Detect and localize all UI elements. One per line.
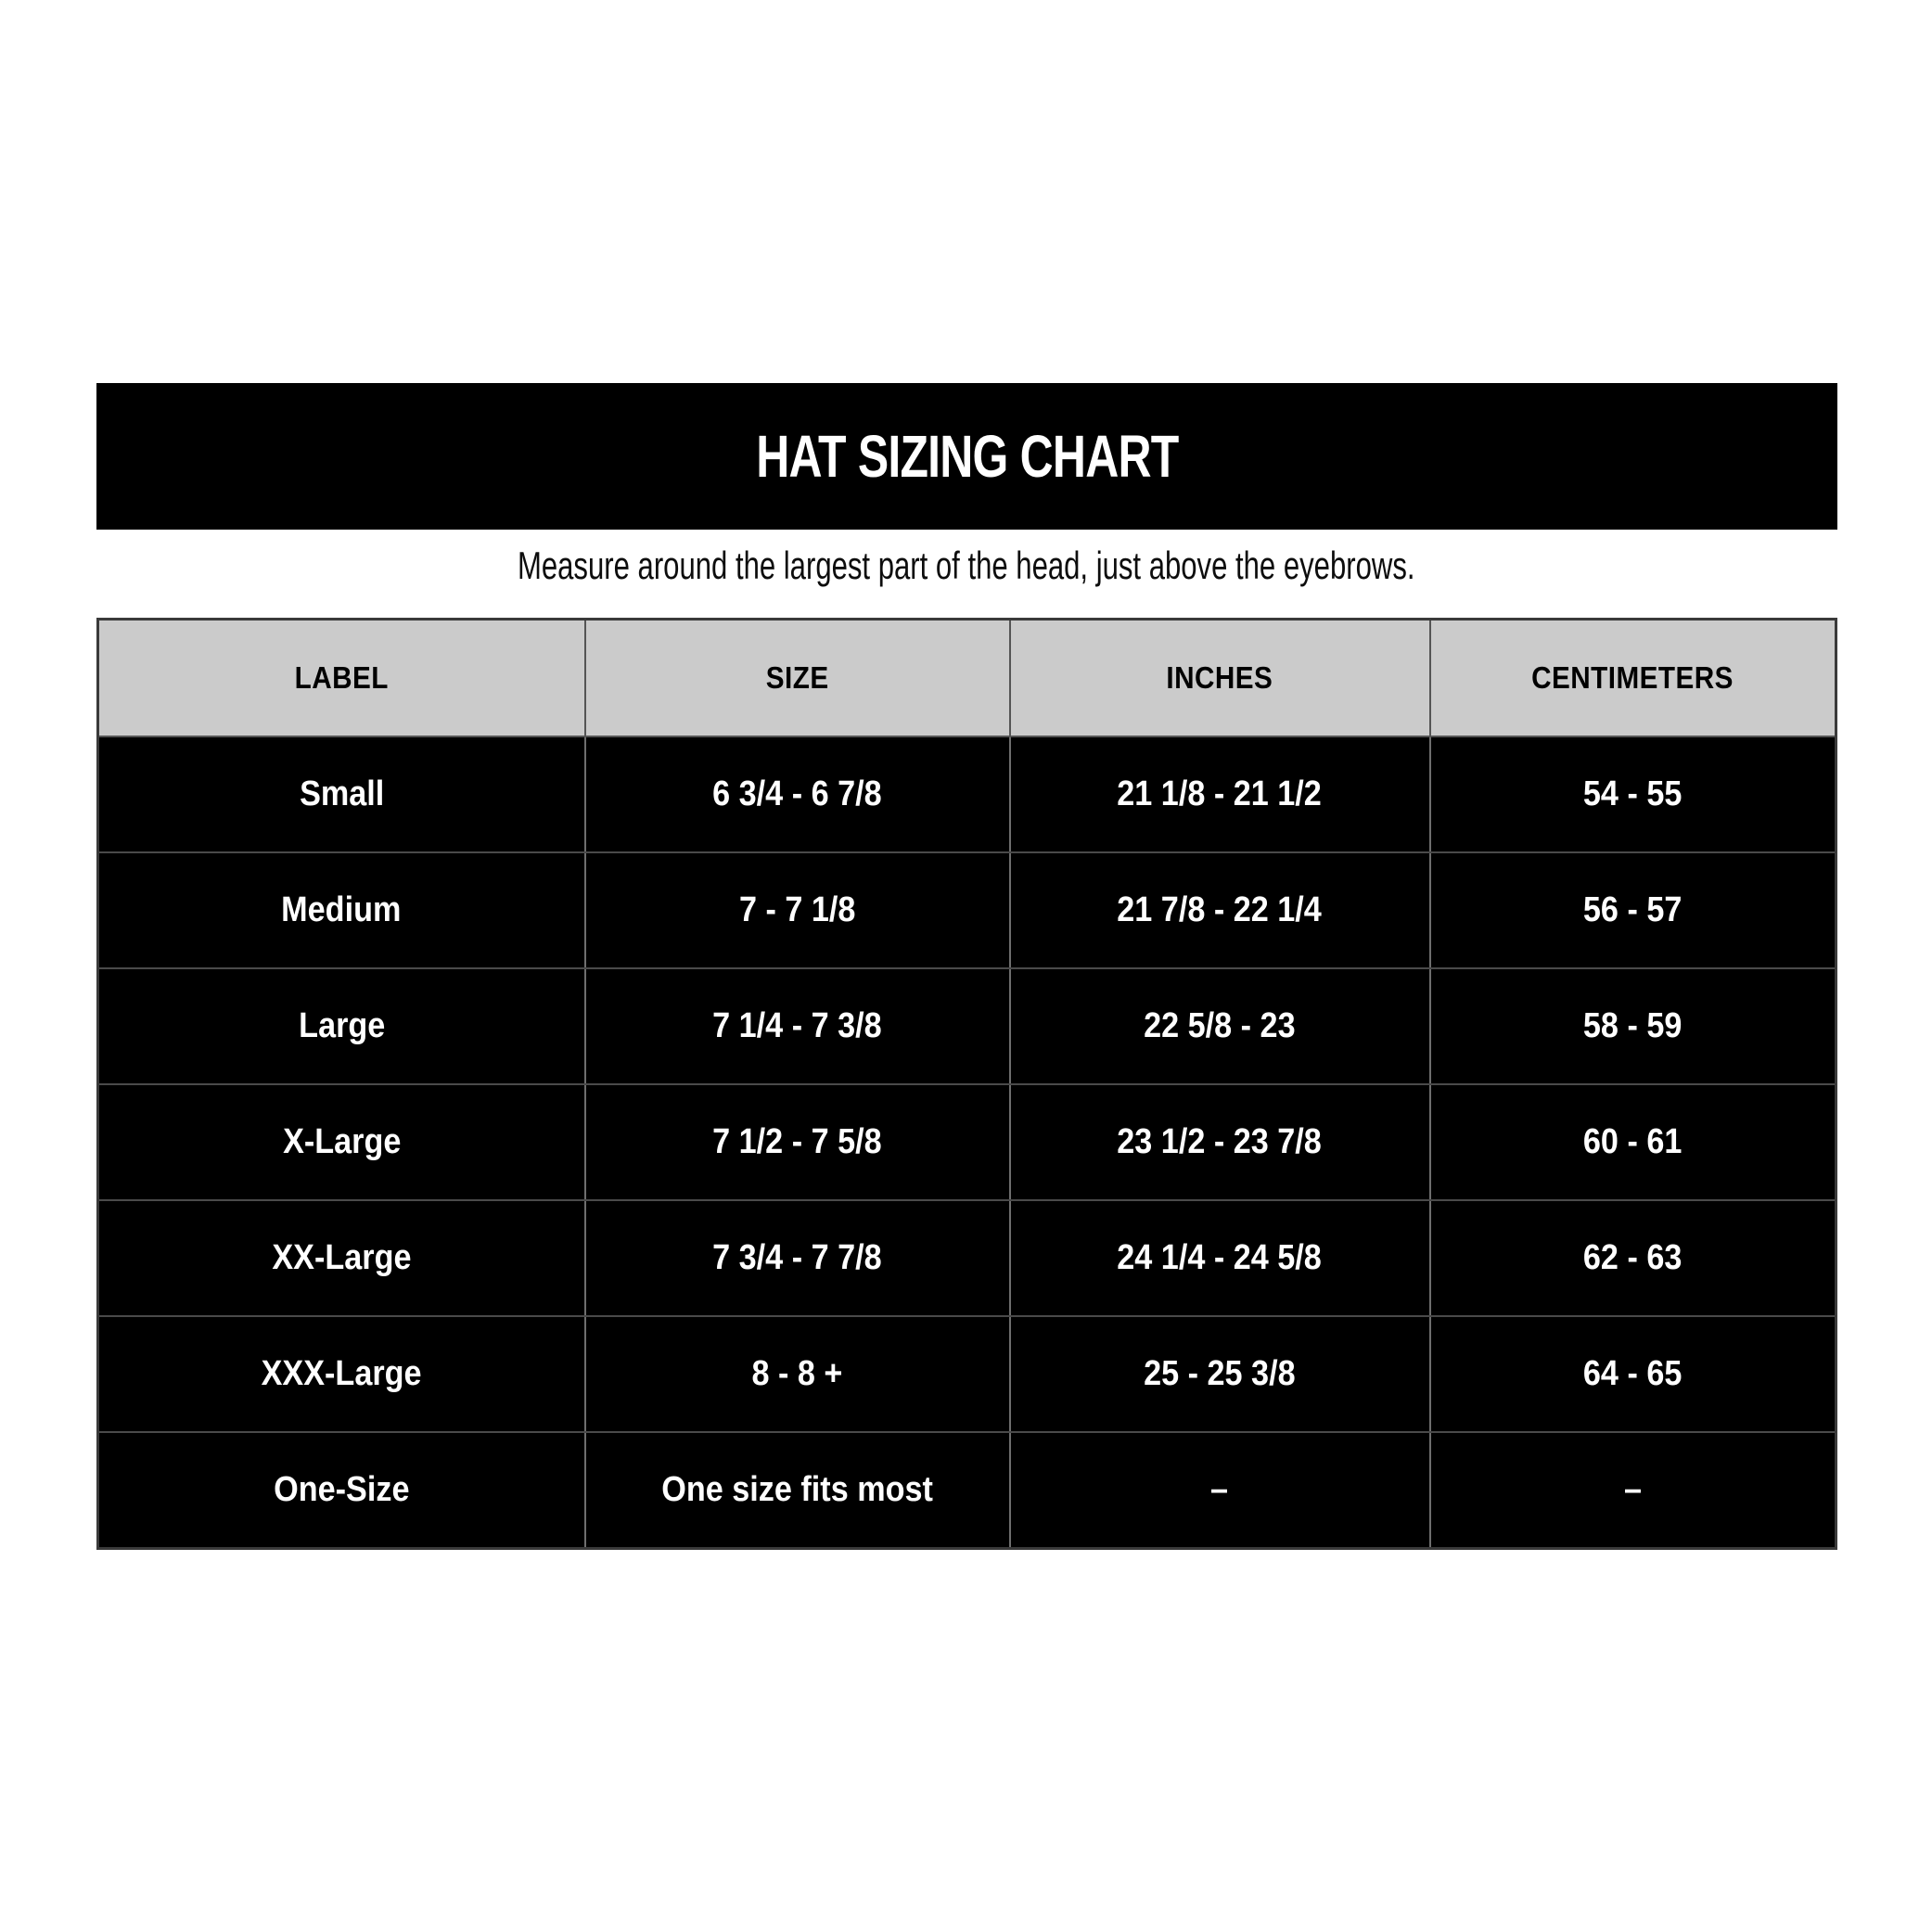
cell-text: 62 - 63	[1583, 1238, 1683, 1277]
table-row-x-large	[98, 1084, 1836, 1200]
cell-size	[585, 1316, 1010, 1432]
cell-centimeters	[1430, 1432, 1836, 1548]
cell-text: 64 - 65	[1583, 1354, 1683, 1393]
cell-text: Medium	[281, 890, 402, 929]
column-header-text: LABEL	[294, 660, 389, 695]
cell-centimeters	[1430, 1316, 1836, 1432]
cell-text: 7 1/4 - 7 3/8	[712, 1006, 882, 1045]
column-header-centimeters	[1430, 620, 1836, 737]
table-row-large	[98, 968, 1836, 1084]
column-header-label	[98, 620, 585, 737]
cell-text: 23 1/2 - 23 7/8	[1117, 1122, 1323, 1161]
table-header-row	[98, 620, 1836, 737]
cell-text: –	[1210, 1469, 1229, 1509]
cell-inches	[1010, 1084, 1430, 1200]
cell-text: 6 3/4 - 6 7/8	[712, 774, 882, 813]
cell-size	[585, 736, 1010, 852]
table-row-medium	[98, 852, 1836, 968]
column-header-text: SIZE	[765, 660, 829, 695]
cell-text: 58 - 59	[1583, 1006, 1683, 1045]
cell-centimeters	[1430, 968, 1836, 1084]
cell-text: 24 1/4 - 24 5/8	[1117, 1238, 1323, 1277]
cell-inches	[1010, 1432, 1430, 1548]
cell-size	[585, 1432, 1010, 1548]
header-row	[98, 620, 1836, 737]
cell-label	[98, 968, 585, 1084]
cell-text: –	[1623, 1469, 1642, 1509]
cell-centimeters	[1430, 1084, 1836, 1200]
table-row-xx-large	[98, 1200, 1836, 1316]
cell-text: X-Large	[282, 1122, 401, 1161]
table-row-small	[98, 736, 1836, 852]
measure-instruction-row	[0, 544, 1932, 588]
cell-text: 56 - 57	[1583, 890, 1683, 929]
cell-text: Large	[298, 1006, 385, 1045]
cell-size	[585, 1200, 1010, 1316]
cell-inches	[1010, 1316, 1430, 1432]
cell-label	[98, 736, 585, 852]
table-body	[98, 736, 1836, 1548]
cell-text: 54 - 55	[1583, 774, 1683, 813]
cell-text: 8 - 8 +	[751, 1354, 843, 1393]
cell-inches	[1010, 852, 1430, 968]
cell-text: 22 5/8 - 23	[1144, 1006, 1296, 1045]
cell-text: 7 - 7 1/8	[738, 890, 856, 929]
cell-text: XX-Large	[272, 1238, 412, 1277]
table-row-one-size	[98, 1432, 1836, 1548]
cell-inches	[1010, 1200, 1430, 1316]
column-header-text: CENTIMETERS	[1531, 660, 1734, 695]
cell-text: 21 1/8 - 21 1/2	[1117, 774, 1323, 813]
cell-centimeters	[1430, 736, 1836, 852]
cell-size	[585, 968, 1010, 1084]
cell-text: One-Size	[274, 1469, 410, 1509]
cell-centimeters	[1430, 852, 1836, 968]
cell-label	[98, 1200, 585, 1316]
cell-text: XXX-Large	[261, 1354, 422, 1393]
page-title: HAT SIZING CHART	[755, 423, 1179, 490]
cell-label	[98, 1084, 585, 1200]
column-header-size	[585, 620, 1010, 737]
cell-label	[98, 1432, 585, 1548]
cell-inches	[1010, 736, 1430, 852]
cell-size	[585, 852, 1010, 968]
cell-centimeters	[1430, 1200, 1836, 1316]
title-bar	[96, 383, 1837, 530]
measure-instruction: Measure around the largest part of the head, just above the eyebrows.	[517, 544, 1415, 587]
cell-label	[98, 1316, 585, 1432]
cell-size	[585, 1084, 1010, 1200]
cell-label	[98, 852, 585, 968]
cell-text: Small	[299, 774, 384, 813]
table-row-xxx-large	[98, 1316, 1836, 1432]
column-header-text: INCHES	[1166, 660, 1273, 695]
cell-text: 7 1/2 - 7 5/8	[712, 1122, 882, 1161]
cell-text: 21 7/8 - 22 1/4	[1117, 890, 1323, 929]
hat-sizing-table	[96, 618, 1837, 1550]
cell-inches	[1010, 968, 1430, 1084]
cell-text: 25 - 25 3/8	[1144, 1354, 1296, 1393]
cell-text: One size fits most	[661, 1469, 933, 1509]
cell-text: 60 - 61	[1583, 1122, 1683, 1161]
column-header-inches	[1010, 620, 1430, 737]
cell-text: 7 3/4 - 7 7/8	[712, 1238, 882, 1277]
